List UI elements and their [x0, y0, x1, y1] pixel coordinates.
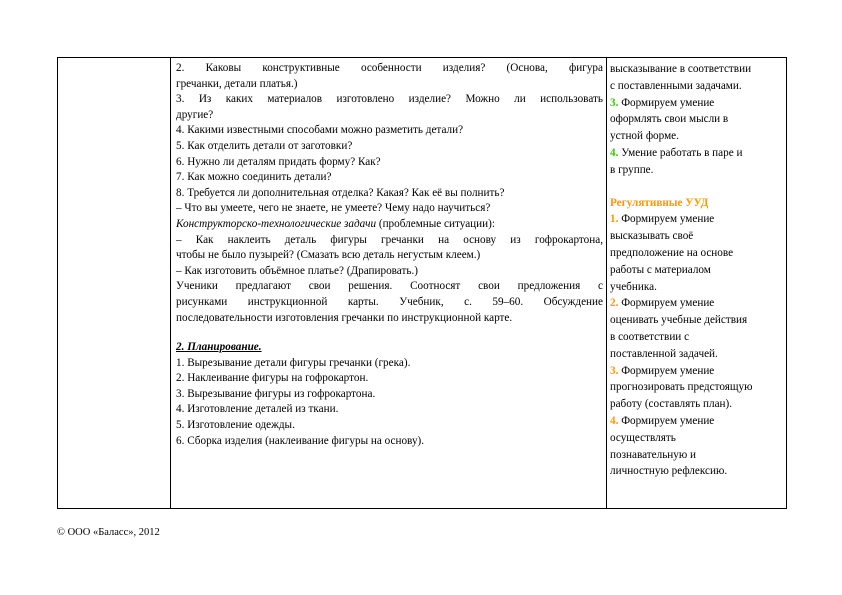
column-divider-1 [170, 58, 171, 508]
text-line: 3. Из каких материалов изготовлено изделие? Можно ли использовать [176, 93, 603, 106]
planning-title: 2. Планирование. [176, 341, 262, 354]
text-line: устной форме. [610, 130, 679, 143]
planning-item: 5. Изготовление одежды. [176, 419, 295, 432]
copyright-footer: © ООО «Баласс», 2012 [57, 527, 160, 538]
item-number: 3. [610, 96, 619, 109]
planning-item: 4. Изготовление деталей из ткани. [176, 403, 339, 416]
column-divider-2 [606, 58, 607, 508]
lesson-table [57, 57, 787, 509]
text-line [610, 363, 786, 380]
text-line [176, 217, 603, 233]
text-line: в соответствии с [610, 330, 690, 343]
text-line: рисунками инструкционной карты. Учебник, с. 59–60. Обсуждение [176, 295, 603, 308]
text-line: учебника. [610, 280, 657, 293]
text-line: 8. Требуется ли дополнительная отделка? Какая? Как её вы полнить? [176, 186, 505, 199]
text-line [610, 211, 786, 228]
text-line: поставленной задачей. [610, 347, 718, 360]
text-line: 5. Как отделить детали от заготовки? [176, 139, 353, 152]
text-fragment: Формируем умение [618, 414, 715, 427]
text-line: предположение на основе [610, 246, 734, 259]
italic-heading: Конструкторско-технологические задачи [176, 217, 377, 230]
text-line: оценивать учебные действия [610, 314, 748, 327]
item-number: 1. [610, 213, 619, 226]
text-fragment: (проблемные ситуации): [378, 217, 495, 230]
text-line: высказывание в соответствии [610, 63, 752, 75]
text-fragment: Формируем умение [618, 213, 715, 226]
text-line: – Как наклеить деталь фигуры гречанки на основу из гофрокартона, [176, 233, 603, 246]
text-line: гречанки, детали платья.) [176, 77, 298, 90]
text-line [610, 95, 786, 112]
text-line: последовательности изготовления гречанки по инструкционной карте. [176, 311, 513, 324]
right-column [610, 61, 786, 480]
text-line: 4. Какими известными способами можно разметить детали? [176, 124, 464, 137]
text-line: с поставленными задачами. [610, 79, 742, 92]
planning-item: 1. Вырезывание детали фигуры гречанки (грека). [176, 356, 411, 369]
item-number: 2. [610, 297, 619, 310]
text-line: работы с материалом [610, 263, 711, 276]
text-line: чтобы не было пузырей? (Смазать всю деталь негустым клеем.) [176, 249, 481, 262]
text-line: прогнозировать предстоящую [610, 381, 753, 394]
text-fragment: Формируем умение [618, 297, 715, 310]
text-line: личностную рефлексию. [610, 465, 728, 478]
item-number: 3. [610, 364, 619, 377]
text-line [610, 145, 786, 162]
text-fragment: Умение работать в паре и [618, 146, 743, 159]
text-fragment: Формируем умение [618, 364, 715, 377]
planning-item: 3. Вырезывание фигуры из гофрокартона. [176, 387, 376, 400]
text-line: другие? [176, 108, 214, 121]
text-line: – Что вы умеете, чего не знаете, не умеете? Чему надо научиться? [176, 202, 491, 215]
text-line: в группе. [610, 163, 654, 176]
text-line: 2. Каковы конструктивные особенности изделия? (Основа, фигура [176, 62, 603, 74]
text-line: 7. Как можно соединить детали? [176, 171, 332, 184]
text-line: – Как изготовить объёмное платье? (Драпировать.) [176, 264, 418, 277]
text-line [610, 295, 786, 312]
text-fragment: Формируем умение [618, 96, 715, 109]
text-line: 6. Нужно ли деталям придать форму? Как? [176, 155, 381, 168]
item-number: 4. [610, 414, 619, 427]
middle-column [176, 61, 603, 449]
regulative-heading: Регулятивные УУД [610, 196, 709, 209]
item-number: 4. [610, 146, 619, 159]
text-line: познавательную и [610, 448, 697, 461]
planning-item: 2. Наклеивание фигуры на гофрокартон. [176, 372, 369, 385]
text-line: Ученики предлагают свои решения. Соотносят свои предложения с [176, 280, 603, 293]
text-line: осуществлять [610, 431, 676, 444]
text-line: высказывать своё [610, 230, 694, 243]
text-line: работу (составлять план). [610, 398, 733, 411]
text-line [610, 413, 786, 430]
planning-item: 6. Сборка изделия (наклеивание фигуры на основу). [176, 434, 425, 447]
text-line: оформлять свои мысли в [610, 113, 729, 126]
